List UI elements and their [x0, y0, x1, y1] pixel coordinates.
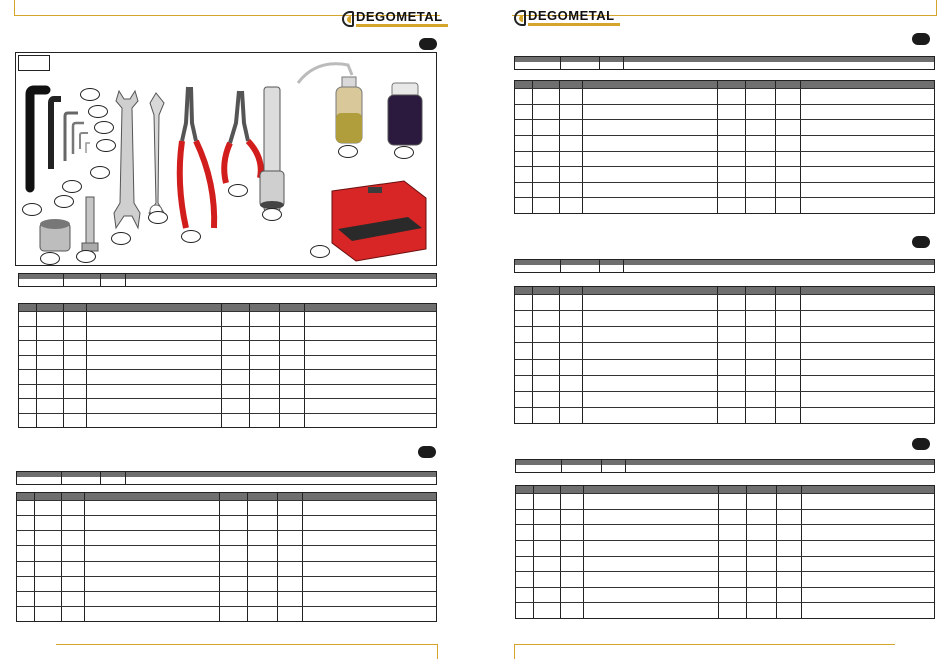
table-row [19, 326, 436, 341]
tool-kit-photo [15, 52, 437, 266]
callout-marker [40, 252, 60, 265]
table-row [515, 391, 934, 407]
callout-marker [76, 250, 96, 263]
table-row [516, 540, 934, 556]
parts-table-header [515, 287, 934, 294]
oil-bottle-icon [298, 64, 362, 143]
callout-marker [228, 184, 248, 197]
parts-table [18, 303, 437, 428]
table-row [515, 88, 934, 104]
brand-mark-icon [514, 10, 526, 26]
table-row [515, 359, 934, 375]
table-row [515, 135, 934, 151]
table-row [516, 602, 934, 618]
table-row [515, 197, 934, 213]
table-row [515, 326, 934, 342]
callout-marker [394, 146, 414, 159]
table-row [516, 493, 934, 509]
pin-punch-icon [82, 197, 98, 251]
table-row [515, 104, 934, 120]
right-page-bottom-border [514, 644, 895, 659]
section-marker-pill [912, 33, 930, 45]
callout-marker [96, 139, 116, 152]
table-row [515, 182, 934, 198]
table-row [19, 384, 436, 399]
parts-table [514, 80, 935, 214]
callout-marker [111, 232, 131, 245]
callout-marker [310, 245, 330, 258]
table-row [515, 375, 934, 391]
table-row [516, 571, 934, 587]
brand-logo-right [514, 9, 620, 26]
parts-table-header [516, 486, 934, 493]
kit-header-table [515, 459, 935, 473]
left-page-bottom-border [56, 644, 438, 659]
brand-tagline-bar [356, 24, 448, 27]
parts-table [514, 286, 935, 424]
parts-table-header [19, 304, 436, 311]
table-row [17, 530, 436, 545]
callout-marker [338, 145, 358, 158]
section-marker-pill [419, 38, 437, 50]
table-row [515, 407, 934, 423]
section-marker-pill [912, 438, 930, 450]
grease-jar-icon [388, 83, 422, 145]
parts-table-header [17, 493, 436, 500]
table-row [516, 556, 934, 572]
callout-marker [181, 230, 201, 243]
table-row [515, 310, 934, 326]
kit-header-table [16, 471, 437, 485]
table-row [19, 311, 436, 326]
tool-case-icon [332, 181, 426, 261]
table-row [515, 294, 934, 310]
section-marker-pill [912, 236, 930, 248]
table-row [515, 166, 934, 182]
table-row [17, 515, 436, 530]
bushing-icon [40, 219, 70, 251]
callout-marker [22, 203, 42, 216]
callout-marker [148, 211, 168, 224]
brand-tagline-bar [528, 23, 620, 26]
kit-header-table [18, 273, 437, 287]
brand-name: DEGOMETAL [356, 9, 443, 24]
table-row [17, 561, 436, 576]
table-row [19, 369, 436, 384]
box-wrench-icon [260, 87, 284, 211]
parts-table-header [515, 81, 934, 88]
hex-key-set-icon [30, 90, 90, 188]
brand-mark-icon [342, 11, 354, 27]
callout-marker [90, 166, 110, 179]
table-row [17, 576, 436, 591]
table-row [19, 355, 436, 370]
parts-table [515, 485, 935, 619]
callout-marker [94, 121, 114, 134]
table-row [19, 398, 436, 413]
table-row [515, 342, 934, 358]
table-row [17, 500, 436, 515]
table-row [515, 119, 934, 135]
table-row [19, 413, 436, 428]
combination-wrench-icon [114, 91, 164, 228]
table-row [516, 509, 934, 525]
callout-marker [54, 195, 74, 208]
callout-marker [62, 180, 82, 193]
table-row [17, 606, 436, 621]
table-row [19, 340, 436, 355]
callout-marker [88, 105, 108, 118]
table-row [515, 151, 934, 167]
callout-marker [262, 208, 282, 221]
brand-name: DEGOMETAL [528, 8, 615, 23]
table-row [516, 524, 934, 540]
parts-table [16, 492, 437, 622]
pliers-icon [180, 87, 261, 228]
callout-marker [80, 88, 100, 101]
table-row [516, 587, 934, 603]
table-row [17, 545, 436, 560]
kit-header-table [514, 56, 935, 70]
brand-logo-left [342, 10, 448, 27]
kit-header-table [514, 259, 935, 273]
section-marker-pill [418, 446, 436, 458]
table-row [17, 591, 436, 606]
